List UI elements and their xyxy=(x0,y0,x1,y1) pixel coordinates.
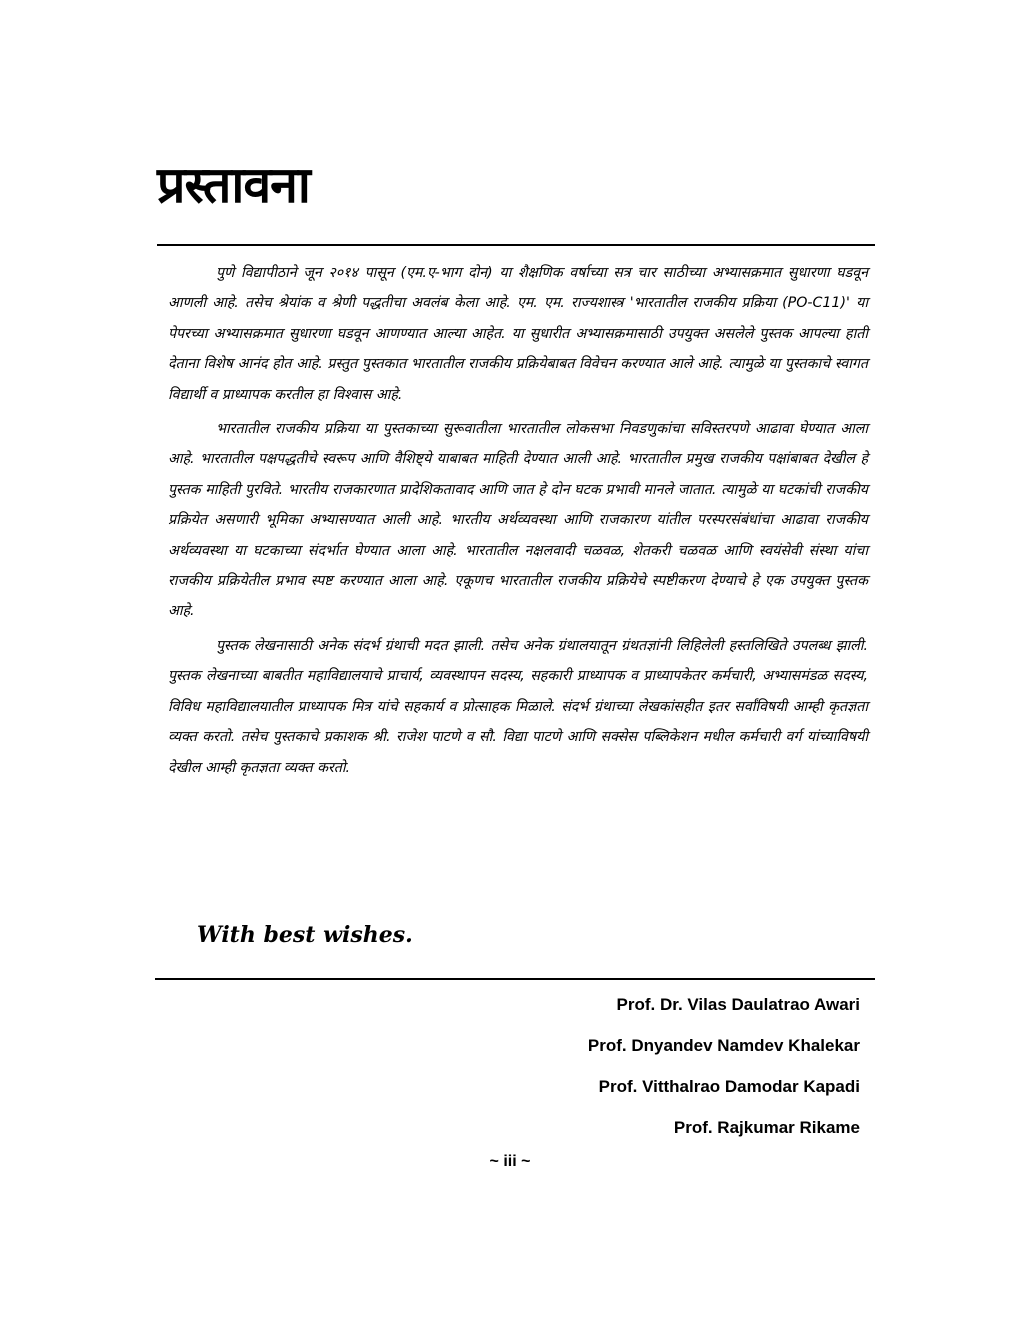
page-title: प्रस्तावना xyxy=(157,155,310,214)
bottom-divider xyxy=(155,978,875,980)
author-list xyxy=(588,988,860,1152)
preface-body xyxy=(168,258,868,787)
page-number: ~ iii ~ xyxy=(489,1153,531,1170)
author-name: Prof. Dr. Vilas Daulatrao Awari xyxy=(616,995,860,1014)
paragraph-1: पुणे विद्यापीठाने जून २०१४ पासून (एम.ए-भाग दोन) या शैक्षणिक वर्षाच्या सत्र चार साठीच्या अभ्यासक्रमात सुधारणा घडवून आणली आहे. तसेच श्रेयांक व श्रेणी पद्धतीचा अवलंब केला आहे. एम. एम. राज्यशास्त्र 'भारतातील राजकीय प्रक्रिया (PO-C11)' या पेपरच्या अभ्यासक्रमात सुधारणा घडवून आणण्यात आल्या आहेत. या सुधारीत अभ्यासक्रमासाठी उपयुक्त असलेले पुस्तक आपल्या हाती देताना विशेष आनंद होत आहे. प्रस्तुत पुस्तकात भारतातील राजकीय प्रक्रियेबाबत विवेचन करण्यात आले आहे. त्यामुळे या पुस्तकाचे स्वागत विद्यार्थी व प्राध्यापक करतील हा विश्वास आहे. xyxy=(168,265,868,403)
author-name: Prof. Rajkumar Rikame xyxy=(673,1118,860,1137)
top-divider xyxy=(157,244,875,246)
author-name: Prof. Dnyandev Namdev Khalekar xyxy=(587,1036,860,1055)
closing-wishes: With best wishes. xyxy=(197,922,413,948)
paragraph-2: भारतातील राजकीय प्रक्रिया या पुस्तकाच्या सुरूवातीला भारतातील लोकसभा निवडणुकांचा सविस्तरपणे आढावा घेण्यात आला आहे. भारतातील पक्षपद्धतीचे स्वरूप आणि वैशिष्ट्ये याबाबत माहिती देण्यात आली आहे. भारतातील प्रमुख राजकीय पक्षांबाबत देखील हे पुस्तक माहिती पुरविते. भारतीय राजकारणात प्रादेशिकतावाद आणि जात हे दोन घटक प्रभावी मानले जातात. त्यामुळे या घटकांची राजकीय प्रक्रियेत असणारी भूमिका अभ्यासण्यात आली आहे. भारतीय अर्थव्यवस्था आणि राजकारण यांतील परस्परसंबंधांचा आढावा राजकीय अर्थव्यवस्था या घटकाच्या संदर्भात घेण्यात आला आहे. भारतातील नक्षलवादी चळवळ, शेतकरी चळवळ आणि स्वयंसेवी संस्था यांचा राजकीय प्रक्रियेतील प्रभाव स्पष्ट करण्यात आला आहे. एकूणच भारतातील राजकीय प्रक्रियेचे स्पष्टीकरण देण्याचे हे एक उपयुक्त पुस्तक आहे. xyxy=(168,421,868,620)
author-name: Prof. Vitthalrao Damodar Kapadi xyxy=(598,1077,860,1096)
paragraph-3: पुस्तक लेखनासाठी अनेक संदर्भ ग्रंथाची मदत झाली. तसेच अनेक ग्रंथालयातून ग्रंथतज्ञांनी लिहिलेली हस्तलिखिते उपलब्ध झाली. पुस्तक लेखनाच्या बाबतीत महाविद्यालयाचे प्राचार्य, व्यवस्थापन सदस्य, सहकारी प्राध्यापक व प्राध्यापकेतर कर्मचारी, अभ्यासमंडळ सदस्य, विविध महाविद्यालयातील प्राध्यापक मित्र यांचे सहकार्य व प्रोत्साहक मिळाले. संदर्भ ग्रंथाच्या लेखकांसहीत इतर सर्वांविषयी आम्ही कृतज्ञता व्यक्त करतो. तसेच पुस्तकाचे प्रकाशक श्री. राजेश पाटणे व सौ. विद्या पाटणे आणि सक्सेस पब्लिकेशन मधील कर्मचारी वर्ग यांच्याविषयी देखील आम्ही कृतज्ञता व्यक्त करतो. xyxy=(168,637,869,776)
